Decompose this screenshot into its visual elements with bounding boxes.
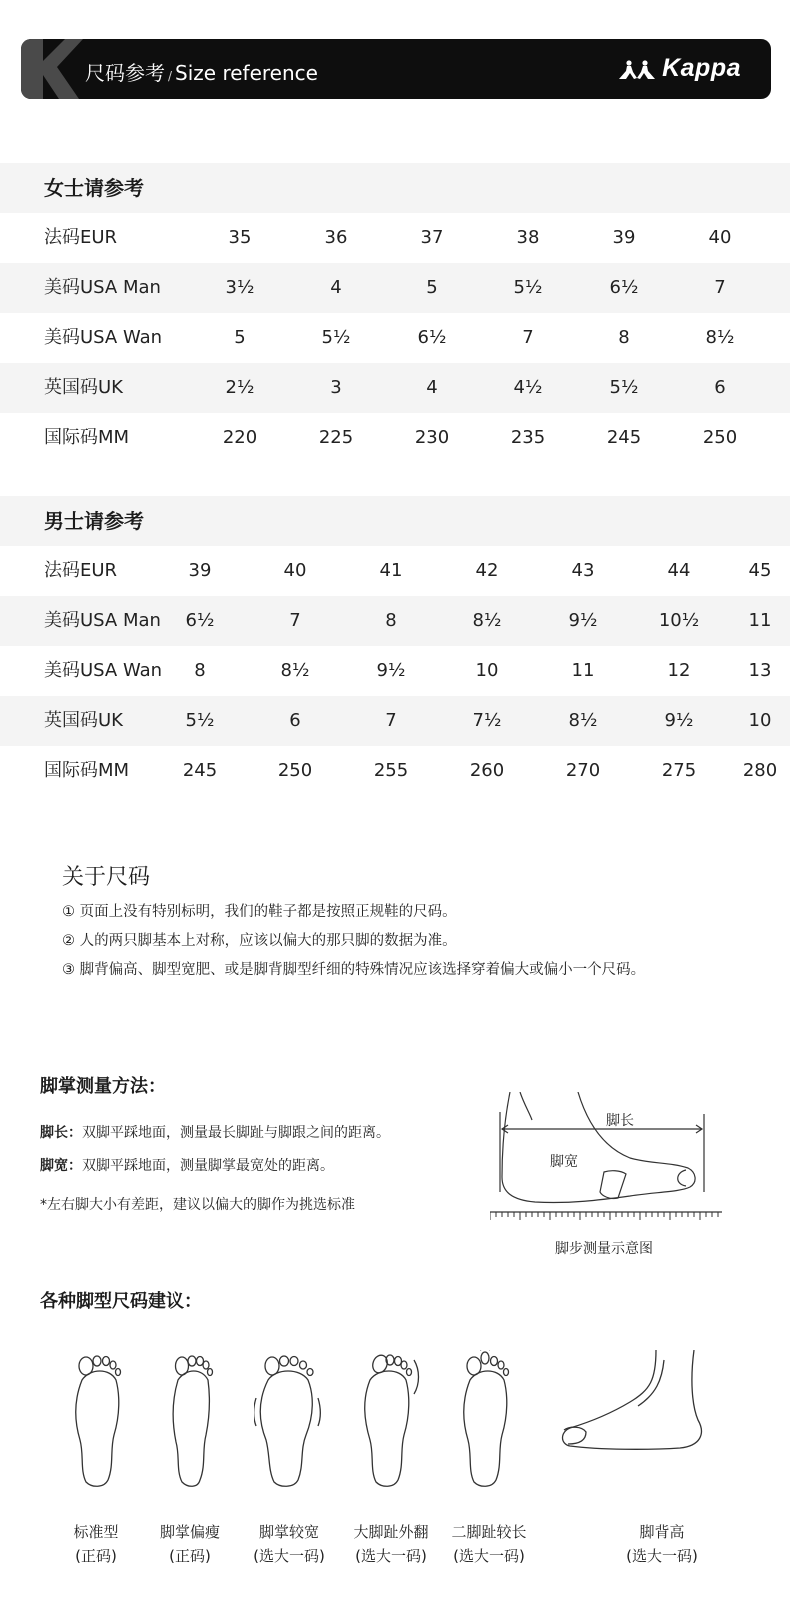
foot-type-6-label: 脚背高 (选大一码) (626, 1523, 698, 1565)
size-cell: 245 (182, 760, 218, 781)
size-cell: 9½ (664, 710, 694, 731)
size-cell: 42 (475, 560, 499, 581)
size-cell: 43 (571, 560, 595, 581)
size-cell: 5 (426, 277, 438, 298)
women-heading: 女士请参考 (0, 163, 790, 213)
size-row (0, 596, 790, 646)
foot-type-5-label: 二脚趾较长 (选大一码) (451, 1523, 527, 1565)
size-row-label: 美码USA Man (44, 277, 161, 298)
size-cell: 2½ (225, 377, 255, 398)
size-row-label: 英国码UK (44, 377, 123, 398)
size-cell: 9½ (376, 660, 406, 681)
size-row-label: 美码USA Wan (44, 660, 163, 681)
size-cell: 40 (283, 560, 307, 581)
size-cell: 10½ (658, 610, 700, 631)
size-cell: 245 (606, 427, 642, 448)
size-cell: 38 (516, 227, 540, 248)
size-row (0, 213, 790, 263)
high-instep-foot-icon (560, 1350, 710, 1470)
size-cell: 220 (222, 427, 258, 448)
size-cell: 7½ (472, 710, 502, 731)
foot-type-3-label: 脚掌较宽 (选大一码) (253, 1523, 325, 1565)
size-cell: 7 (289, 610, 301, 631)
about-item-2: ② 人的两只脚基本上对称，应该以偏大的那只脚的数据为准。 (62, 933, 457, 949)
about-item-3: ③ 脚背偏高、脚型宽肥、或是脚背脚型纤细的特殊情况应该选择穿着偏大或偏小一个尺码。 (62, 962, 646, 978)
size-cell: 3½ (225, 277, 255, 298)
size-row (0, 746, 790, 796)
size-cell: 8½ (568, 710, 598, 731)
size-cell: 280 (742, 760, 778, 781)
measure-title: 脚掌测量方法： (40, 1076, 166, 1097)
size-cell: 44 (667, 560, 691, 581)
size-cell: 5½ (185, 710, 215, 731)
women-size-table (0, 163, 790, 463)
size-cell: 13 (748, 660, 772, 681)
men-heading: 男士请参考 (0, 496, 790, 546)
size-cell: 10 (475, 660, 499, 681)
size-cell: 39 (188, 560, 212, 581)
size-cell: 235 (510, 427, 546, 448)
size-row-label: 国际码MM (44, 427, 130, 448)
size-row (0, 546, 790, 596)
size-cell: 45 (748, 560, 772, 581)
men-size-table (0, 496, 790, 796)
page-title: 尺码参考 / Size reference (85, 61, 318, 85)
size-cell: 250 (702, 427, 738, 448)
size-cell: 5½ (321, 327, 351, 348)
foot-type-1-label: 标准型 (正码) (73, 1523, 119, 1565)
size-row (0, 263, 790, 313)
measure-note: *左右脚大小有差距，建议以偏大的脚作为挑选标准 (40, 1197, 355, 1213)
size-cell: 6 (289, 710, 301, 731)
size-cell: 3 (330, 377, 342, 398)
header-banner (21, 39, 771, 99)
size-row-label: 美码USA Wan (44, 327, 163, 348)
thin-foot-icon (160, 1350, 220, 1490)
about-size-title: 关于尺码 (62, 865, 151, 890)
measure-length-line: 脚长：双脚平踩地面，测量最长脚趾与脚跟之间的距离。 (40, 1125, 390, 1141)
size-cell: 37 (420, 227, 444, 248)
kappa-logo-icon (618, 58, 656, 80)
size-row (0, 413, 790, 463)
long-second-toe-foot-icon (454, 1350, 514, 1490)
size-cell: 8 (194, 660, 206, 681)
kappa-logo (618, 54, 741, 83)
about-item-1: ① 页面上没有特别标明，我们的鞋子都是按照正规鞋的尺码。 (62, 904, 457, 920)
bunion-foot-icon (356, 1350, 426, 1490)
size-cell: 5½ (609, 377, 639, 398)
size-cell: 8½ (705, 327, 735, 348)
foot-types-title: 各种脚型尺码建议： (40, 1291, 202, 1312)
diagram-length-label: 脚长 (606, 1113, 634, 1129)
size-cell: 11 (748, 610, 772, 631)
size-cell: 6½ (609, 277, 639, 298)
size-cell: 270 (565, 760, 601, 781)
size-cell: 41 (379, 560, 403, 581)
size-cell: 35 (228, 227, 252, 248)
foot-type-4-label: 大脚趾外翻 (选大一码) (353, 1523, 429, 1565)
size-cell: 4½ (513, 377, 543, 398)
size-cell: 8 (385, 610, 397, 631)
size-row-label: 美码USA Man (44, 610, 161, 631)
size-cell: 5 (234, 327, 246, 348)
size-cell: 12 (667, 660, 691, 681)
size-cell: 4 (330, 277, 342, 298)
kappa-logo-text: Kappa (662, 54, 741, 82)
size-cell: 275 (661, 760, 697, 781)
size-cell: 6½ (185, 610, 215, 631)
size-cell: 8½ (472, 610, 502, 631)
size-cell: 8½ (280, 660, 310, 681)
measure-width-line: 脚宽：双脚平踩地面，测量脚掌最宽处的距离。 (40, 1158, 334, 1174)
size-cell: 4 (426, 377, 438, 398)
foot-type-2-label: 脚掌偏瘦 (正码) (159, 1523, 220, 1565)
size-cell: 40 (708, 227, 732, 248)
size-cell: 11 (571, 660, 595, 681)
wide-foot-icon (254, 1350, 324, 1490)
size-cell: 36 (324, 227, 348, 248)
size-row (0, 363, 790, 413)
size-cell: 39 (612, 227, 636, 248)
size-cell: 250 (277, 760, 313, 781)
size-cell: 10 (748, 710, 772, 731)
size-row-label: 法码EUR (44, 560, 118, 581)
size-cell: 8 (618, 327, 630, 348)
size-row (0, 646, 790, 696)
size-row-label: 国际码MM (44, 760, 130, 781)
foot-measure-diagram (490, 1092, 730, 1232)
diagram-width-label: 脚宽 (550, 1154, 578, 1170)
size-cell: 9½ (568, 610, 598, 631)
size-cell: 6 (714, 377, 726, 398)
size-cell: 230 (414, 427, 450, 448)
size-row (0, 696, 790, 746)
size-row-label: 法码EUR (44, 227, 118, 248)
size-cell: 225 (318, 427, 354, 448)
size-cell: 7 (385, 710, 397, 731)
size-cell: 7 (714, 277, 726, 298)
size-row-label: 英国码UK (44, 710, 123, 731)
size-cell: 260 (469, 760, 505, 781)
size-cell: 6½ (417, 327, 447, 348)
standard-foot-icon (66, 1350, 126, 1490)
size-cell: 7 (522, 327, 534, 348)
size-row (0, 313, 790, 363)
diagram-caption: 脚步测量示意图 (555, 1241, 653, 1257)
size-cell: 5½ (513, 277, 543, 298)
size-cell: 255 (373, 760, 409, 781)
